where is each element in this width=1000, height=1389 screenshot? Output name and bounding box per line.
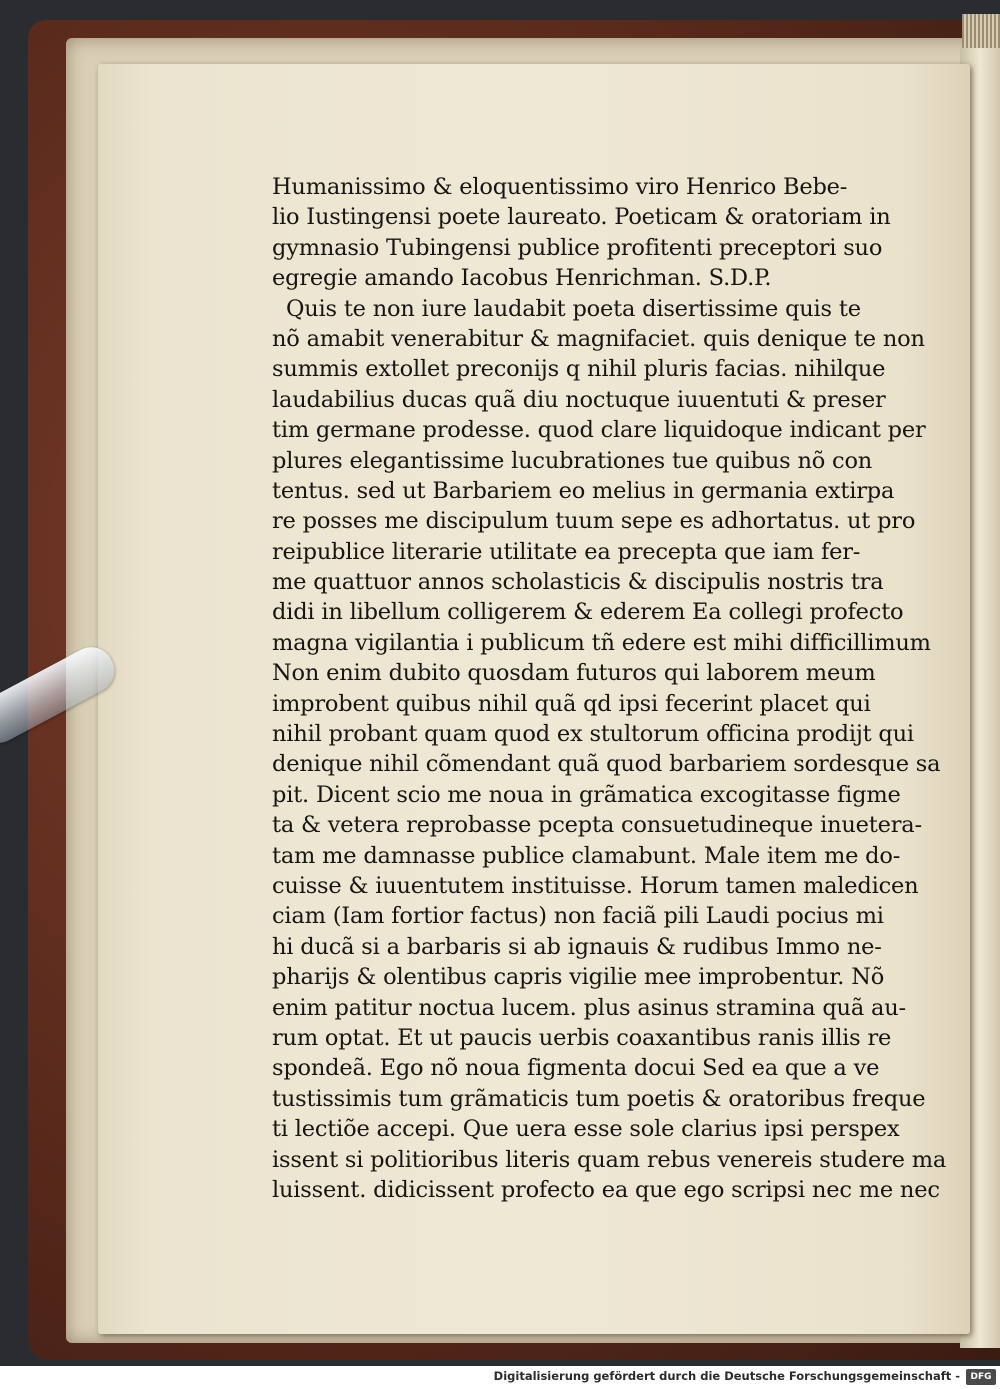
- text-line: gymnasio Tubingensi publice profitenti preceptori suo: [272, 234, 883, 261]
- text-line: ta & vetera reprobasse pcepta consuetudineque inuetera-: [272, 812, 922, 839]
- text-line: tam me damnasse publice clamabunt. Male item me do-: [272, 842, 901, 869]
- text-line: tustissimis tum grãmaticis tum poetis & oratoribus freque: [272, 1085, 926, 1112]
- text-line: re posses me discipulum tuum sepe es adhortatus. ut pro: [272, 508, 916, 535]
- dfg-logo: DFG: [966, 1369, 996, 1385]
- text-line: Quis te non iure laudabit poeta disertissime quis te: [286, 295, 861, 322]
- text-line: enim patitur noctua lucem. plus asinus stramina quã au-: [272, 994, 906, 1021]
- text-line: tim germane prodesse. quod clare liquidoque indicant per: [272, 417, 926, 444]
- text-line: tentus. sed ut Barbariem eo melius in germania extirpa: [272, 477, 895, 504]
- text-line: rum optat. Et ut paucis uerbis coaxantibus ranis illis re: [272, 1024, 892, 1051]
- text-line: issent si politioribus literis quam rebus venereis studere ma: [272, 1146, 947, 1173]
- text-line: spondeã. Ego nõ noua figmenta docui Sed ea que a ve: [272, 1055, 880, 1082]
- footer-bar: [0, 1366, 1000, 1389]
- text-line: egregie amando Iacobus Henrichman. S.D.P.: [272, 265, 772, 292]
- text-line: summis extollet preconijs q nihil pluris facias. nihilque: [272, 356, 886, 383]
- text-line: laudabilius ducas quã diu noctuque iuuentuti & preser: [272, 386, 886, 413]
- text-line: ciam (Iam fortior factus) non faciã pili Laudi pocius mi: [272, 903, 884, 930]
- text-line: improbent quibus nihil quã qd ipsi fecerint placet qui: [272, 690, 871, 717]
- text-line: reipublice literarie utilitate ea precepta que iam fer-: [272, 538, 861, 565]
- text-line: hi ducã si a barbaris si ab ignauis & rudibus Immo ne-: [272, 933, 882, 960]
- text-line: cuisse & iuuentutem instituisse. Horum tamen maledicen: [272, 872, 919, 899]
- funding-credit: Digitalisierung gefördert durch die Deutsche Forschungsgemeinschaft -: [493, 1369, 960, 1383]
- text-line: lio Iustingensi poete laureato. Poeticam & oratoriam in: [272, 204, 891, 231]
- text-line: luissent. didicissent profecto ea que ego scripsi nec me nec: [272, 1176, 940, 1203]
- text-line: Non enim dubito quosdam futuros qui laborem meum: [272, 660, 876, 687]
- text-line: me quattuor annos scholasticis & discipulis nostris tra: [272, 569, 884, 596]
- text-line: nihil probant quam quod ex stultorum officina prodijt qui: [272, 721, 914, 748]
- text-line: denique nihil cõmendant quã quod barbariem sordesque sa: [272, 751, 941, 778]
- text-line: nõ amabit venerabitur & magnifaciet. quis denique te non: [272, 325, 925, 352]
- text-line: didi in libellum colligerem & ederem Ea collegi profecto: [272, 599, 904, 626]
- text-line: ti lectiõe accepi. Que uera esse sole clarius ipsi perspex: [272, 1116, 900, 1143]
- text-line: pharijs & olentibus capris vigilie mee improbentur. Nõ: [272, 964, 885, 991]
- printed-text-block: [272, 172, 947, 1205]
- text-line: magna vigilantia i publicum tñ edere est mihi difficillimum: [272, 629, 931, 656]
- text-line: pit. Dicent scio me noua in grãmatica excogitasse figme: [272, 781, 901, 808]
- text-line: Humanissimo & eloquentissimo viro Henrico Bebe-: [272, 174, 848, 200]
- text-line: plures elegantissime lucubrationes tue quibus nõ con: [272, 447, 873, 474]
